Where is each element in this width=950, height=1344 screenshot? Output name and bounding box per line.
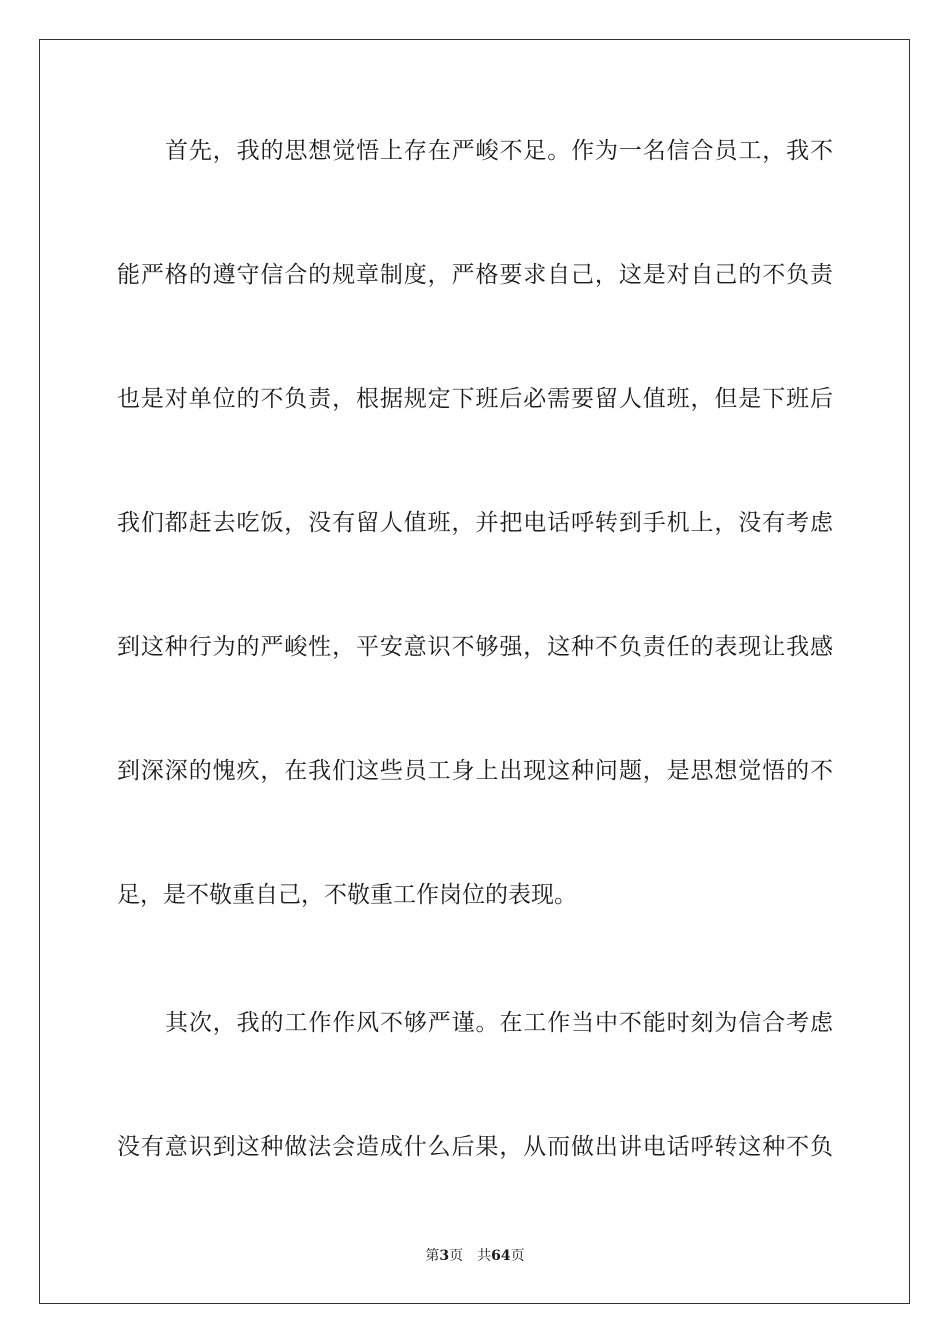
page-prefix: 第 — [425, 1248, 440, 1264]
paragraph-1-line-2: 能严格的遵守信合的规章制度，严格要求自己，这是对自己的不负责 — [117, 262, 833, 288]
paragraph-1-line-7: 足，是不敬重自己，不敬重工作岗位的表现。 — [117, 882, 577, 908]
page-number: 3 — [439, 1248, 450, 1264]
paragraph-1-line-5: 到这种行为的严峻性，平安意识不够强，这种不负责任的表现让我感 — [117, 634, 833, 660]
paragraph-1-line-6: 到深深的愧疚，在我们这些员工身上出现这种问题，是思想觉悟的不 — [117, 758, 833, 784]
total-pages: 64 — [491, 1248, 511, 1264]
paragraph-2-line-1: 其次，我的工作作风不够严谨。在工作当中不能时刻为信合考虑 — [165, 1010, 833, 1036]
page-footer — [0, 1247, 950, 1265]
page-suffix: 页 — [449, 1248, 464, 1264]
total-suffix: 页 — [510, 1248, 525, 1264]
page-border — [39, 39, 910, 1304]
paragraph-1-line-4: 我们都赶去吃饭，没有留人值班，并把电话呼转到手机上，没有考虑 — [117, 510, 833, 536]
total-prefix: 共 — [477, 1248, 492, 1264]
paragraph-1-line-1: 首先，我的思想觉悟上存在严峻不足。作为一名信合员工，我不 — [165, 138, 833, 164]
paragraph-1-line-3: 也是对单位的不负责，根据规定下班后必需要留人值班，但是下班后 — [117, 386, 833, 412]
paragraph-2-line-2: 没有意识到这种做法会造成什么后果，从而做出讲电话呼转这种不负 — [117, 1134, 833, 1160]
